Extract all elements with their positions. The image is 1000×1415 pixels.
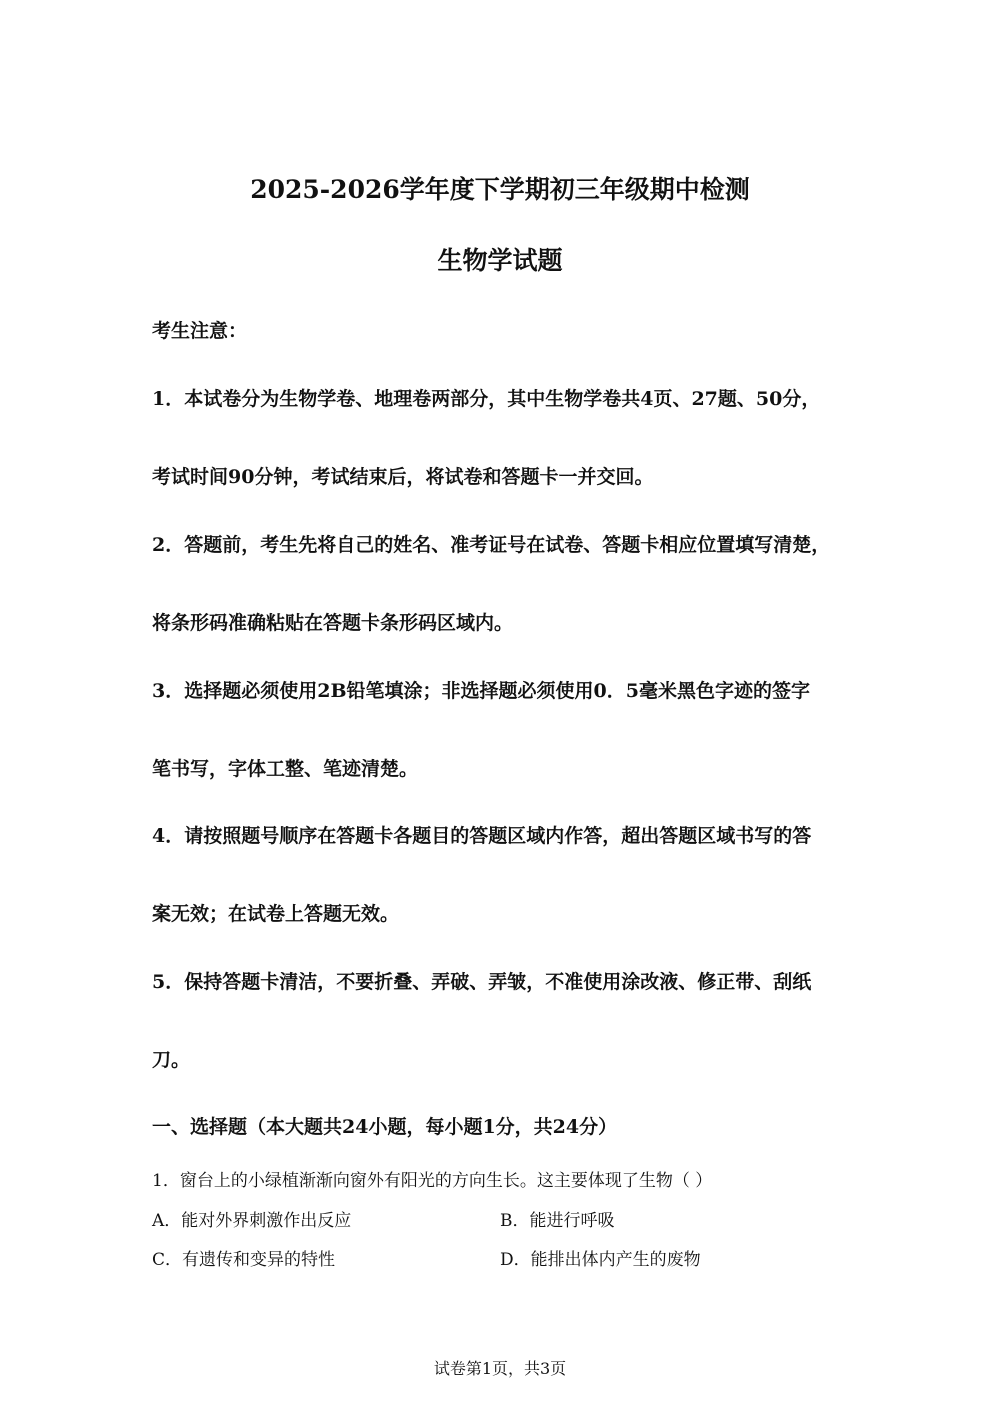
- page-footer: 试卷第1页，共3页: [433, 1359, 567, 1378]
- notice-line: 5．保持答题卡清洁，不要折叠、弄破、弄皱，不准使用涂改液、修正带、刮纸: [152, 971, 812, 993]
- notice-line: 2．答题前，考生先将自己的姓名、准考证号在试卷、答题卡相应位置填写清楚，: [152, 534, 831, 556]
- notice-line: 笔书写，字体工整、笔迹清楚。: [152, 758, 419, 780]
- notice-line: 案无效；在试卷上答题无效。: [152, 903, 400, 925]
- notice-line: 3．选择题必须使用2B铅笔填涂；非选择题必须使用0．5毫米黑色字迹的签字: [152, 680, 810, 702]
- option-d: D．能排出体内产生的废物: [500, 1250, 701, 1270]
- exam-title: 2025-2026学年度下学期初三年级期中检测: [250, 175, 750, 204]
- option-c: C．有遗传和变异的特性: [152, 1250, 336, 1270]
- option-a: A．能对外界刺激作出反应: [152, 1211, 352, 1231]
- section-heading: 一、选择题（本大题共24小题，每小题1分，共24分）: [152, 1116, 618, 1138]
- notice-line: 4．请按照题号顺序在答题卡各题目的答题区域内作答，超出答题区域书写的答: [152, 825, 812, 847]
- option-b: B．能进行呼吸: [500, 1211, 615, 1231]
- question-stem: 1．窗台上的小绿植渐渐向窗外有阳光的方向生长。这主要体现了生物（ ）: [152, 1171, 713, 1191]
- notice-heading: 考生注意：: [152, 320, 248, 342]
- notice-line: 将条形码准确粘贴在答题卡条形码区域内。: [152, 612, 514, 634]
- notice-line: 刀。: [152, 1049, 191, 1071]
- exam-subtitle: 生物学试题: [437, 246, 563, 275]
- notice-line: 1．本试卷分为生物学卷、地理卷两部分，其中生物学卷共4页、27题、50分，: [152, 388, 821, 410]
- notice-line: 考试时间90分钟，考试结束后，将试卷和答题卡一并交回。: [152, 466, 654, 488]
